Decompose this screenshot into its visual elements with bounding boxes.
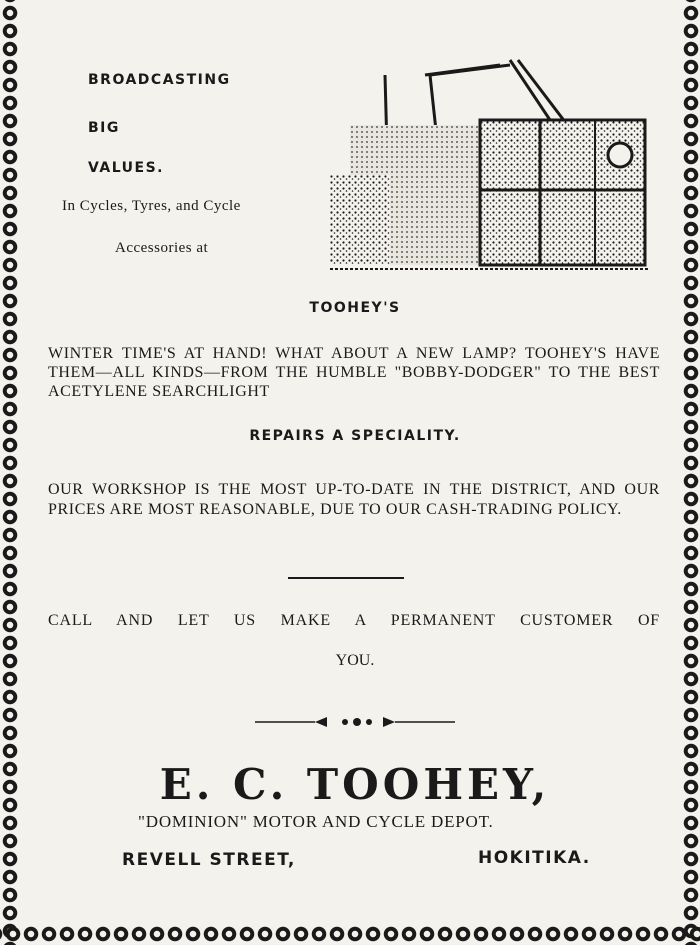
repairs-heading: REPAIRS A SPECIALITY. [249,428,461,444]
street-address: REVELL STREET, [122,850,296,870]
depot-name: "DOMINION" MOTOR AND CYCLE DEPOT. [138,812,494,831]
star-border-right [682,0,700,945]
headline-values: VALUES. [88,160,164,176]
star-border-left [0,0,20,945]
headline-broadcasting: BROADCASTING [88,72,231,88]
winter-paragraph: WINTER TIME'S AT HAND! WHAT ABOUT A NEW LAMP? TOOHEY'S HAVE THEM—ALL KINDS—FROM THE HUMBLE "BOBBY-DODGER" TO THE BEST ACETYLENE SEARCHLIGHT [48,345,660,400]
ornament-divider-icon [255,714,455,730]
divider-rule [288,577,404,579]
proprietor-name: E. C. TOOHEY, [159,760,551,809]
toohey-heading: TOOHEY'S [309,300,401,316]
town-name: HOKITIKA. [478,848,591,868]
call-line: CALL AND LET US MAKE A PERMANENT CUSTOMER OF [48,612,660,629]
call-line-end: YOU. [335,652,375,669]
intro-line: In Cycles, Tyres, and Cycle [62,198,241,214]
star-border-bottom [0,923,700,945]
radio-tower-and-shop-icon [330,55,660,275]
workshop-paragraph: OUR WORKSHOP IS THE MOST UP-TO-DATE IN THE DISTRICT, AND OUR PRICES ARE MOST REASONABLE, DUE TO OUR CASH-TRADING POLICY. [48,481,660,518]
intro-line-2: Accessories at [115,240,209,256]
headline-big: BIG [88,120,120,136]
